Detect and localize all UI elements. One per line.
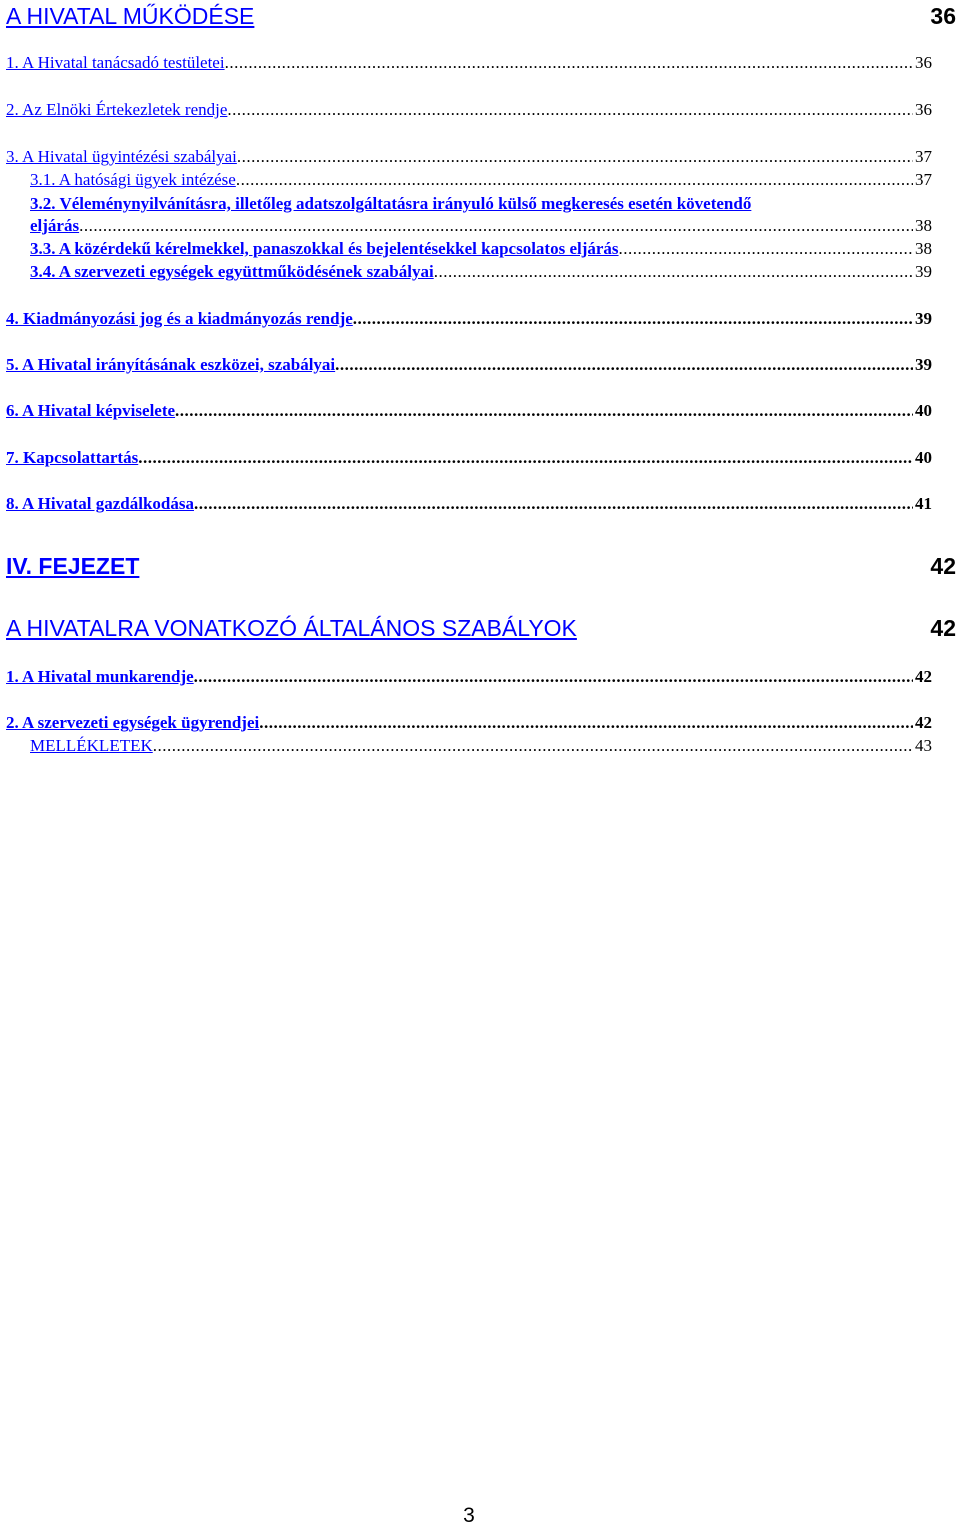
toc-entry-chapter4-1[interactable]	[6, 666, 932, 688]
toc-entry-1[interactable]	[6, 52, 932, 74]
toc-entry-chapter4-2[interactable]	[6, 712, 932, 734]
toc-entry-page: 39	[915, 309, 932, 328]
toc-entry-title[interactable]: 8. A Hivatal gazdálkodása	[6, 494, 194, 513]
toc-entry-page: 42	[915, 713, 932, 732]
toc-leader-dots	[194, 666, 913, 688]
toc-leader-dots	[237, 146, 913, 168]
toc-entry-page: 38	[915, 239, 932, 258]
toc-entry-3-4[interactable]	[30, 261, 932, 283]
toc-leader-dots	[335, 354, 913, 376]
toc-entry-page: 36	[915, 100, 932, 119]
toc-entry-6[interactable]	[6, 400, 932, 422]
toc-entry-7[interactable]	[6, 447, 932, 469]
toc-leader-dots	[225, 52, 913, 74]
toc-entry-page: 36	[915, 53, 932, 72]
toc-entry-3-2-line1[interactable]	[30, 193, 751, 215]
toc-entry-title[interactable]: 2. Az Elnöki Értekezletek rendje	[6, 100, 228, 119]
toc-entry-3-3[interactable]	[30, 238, 932, 260]
toc-entry-3-2[interactable]	[30, 215, 932, 237]
toc-leader-dots	[138, 447, 913, 469]
toc-entry-3[interactable]	[6, 146, 932, 168]
toc-entry-4[interactable]	[6, 308, 932, 330]
toc-entry-page: 40	[915, 448, 932, 467]
toc-entry-title[interactable]: MELLÉKLETEK	[30, 736, 153, 755]
toc-leader-dots	[175, 400, 913, 422]
toc-leader-dots	[153, 735, 913, 757]
toc-entry-page: 37	[915, 147, 932, 166]
toc-leader-dots	[434, 261, 913, 283]
heading-title[interactable]: A HIVATALRA VONATKOZÓ ÁLTALÁNOS SZABÁLYOK	[6, 615, 577, 641]
toc-entry-title[interactable]: 3.1. A hatósági ügyek intézése	[30, 170, 236, 189]
toc-leader-dots	[236, 169, 913, 191]
page-number: 3	[463, 1504, 475, 1527]
toc-entry-title[interactable]: 2. A szervezeti egységek ügyrendjei	[6, 713, 260, 732]
toc-entry-page: 39	[915, 355, 932, 374]
toc-entry-page: 37	[915, 170, 932, 189]
toc-entry-title[interactable]: 3.3. A közérdekű kérelmekkel, panaszokkal és bejelentésekkel kapcsolatos eljárás	[30, 239, 619, 258]
heading-page-number: 36	[930, 3, 956, 29]
toc-leader-dots	[227, 99, 913, 121]
toc-leader-dots	[259, 712, 913, 734]
heading-title[interactable]: IV. FEJEZET	[6, 553, 140, 579]
toc-entry-title[interactable]: eljárás	[30, 216, 80, 235]
toc-entry-title[interactable]: 5. A Hivatal irányításának eszközei, szabályai	[6, 355, 336, 374]
toc-entry-title[interactable]: 6. A Hivatal képviselete	[6, 401, 176, 420]
toc-entry-title[interactable]: 7. Kapcsolattartás	[6, 448, 139, 467]
toc-entry-title[interactable]: 3. A Hivatal ügyintézési szabályai	[6, 147, 237, 166]
toc-entry-3-1[interactable]	[30, 169, 932, 191]
toc-leader-dots	[194, 493, 913, 515]
toc-entry-title[interactable]: 4. Kiadmányozási jog és a kiadmányozás rendje	[6, 309, 353, 328]
toc-entry-title[interactable]: 1. A Hivatal munkarendje	[6, 667, 194, 686]
toc-entry-page: 40	[915, 401, 932, 420]
toc-entry-title[interactable]: 1. A Hivatal tanácsadó testületei	[6, 53, 225, 72]
toc-entry-page: 42	[915, 667, 932, 686]
heading-page-number: 42	[930, 615, 956, 641]
toc-leader-dots	[79, 215, 913, 237]
toc-entry-8[interactable]	[6, 493, 932, 515]
toc-entry-page: 39	[915, 262, 932, 281]
toc-entry-5[interactable]	[6, 354, 932, 376]
toc-entry-page: 41	[915, 494, 932, 513]
heading-title[interactable]: A HIVATAL MŰKÖDÉSE	[6, 3, 255, 29]
toc-leader-dots	[619, 238, 913, 260]
toc-entry-page: 43	[915, 736, 932, 755]
toc-entry-title[interactable]: 3.4. A szervezeti egységek együttműködésének szabályai	[30, 262, 434, 281]
toc-entry-mellekletek[interactable]	[30, 735, 932, 757]
heading-page-number: 42	[930, 553, 956, 579]
toc-entry-title[interactable]: 3.2. Véleménynyilvánításra, illetőleg adatszolgáltatásra irányuló külső megkeresés esetén követendő	[30, 194, 752, 213]
toc-leader-dots	[353, 308, 913, 330]
toc-entry-page: 38	[915, 216, 932, 235]
toc-entry-2[interactable]	[6, 99, 932, 121]
